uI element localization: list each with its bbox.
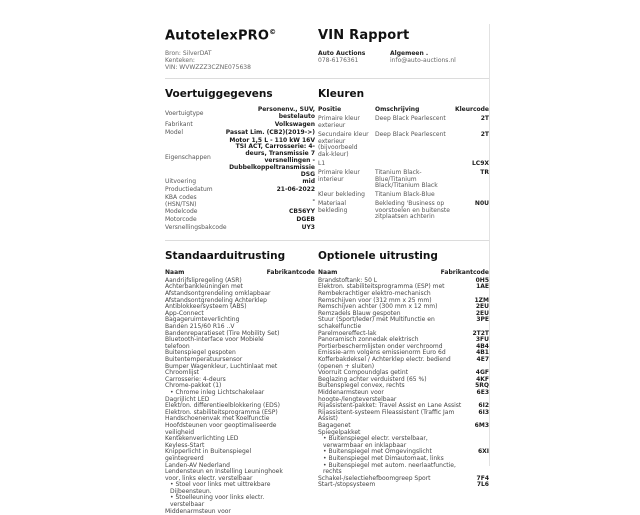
vehicle-info-label: Fabrikant <box>165 120 193 128</box>
section-row-bottom <box>165 241 489 515</box>
standard-equipment-header <box>165 269 315 276</box>
color-position: L1 <box>318 159 326 167</box>
vehicle-info-row <box>165 107 315 121</box>
vin-report-document <box>165 28 489 515</box>
equipment-row <box>165 364 315 377</box>
equipment-code: 4E7 <box>476 356 489 363</box>
equipment-code: 4B4 <box>476 342 489 350</box>
equipment-name: • Stoel voor links met uittrekbare Dijbeensteun. <box>165 482 289 495</box>
equipment-name: Buitenspiegel convex, rechts <box>318 382 405 390</box>
equipment-name: Emissie-arm volgens emissienorm Euro 6d <box>318 349 446 357</box>
equipment-code: 3FU <box>475 336 489 344</box>
kenteken-line: Kenteken: <box>165 57 195 65</box>
vehicle-info-label: Voertuigtype <box>165 109 204 117</box>
vehicle-info-value: Personenv., SUV, bestelauto <box>257 106 315 121</box>
equipment-name: Elektron. stabiliteitsprogramma (ESP) met Rembekrachtiger elektro-mechanisch <box>318 283 445 298</box>
equipment-name: • Buitenspiegel met Dimautomaat, links <box>318 456 463 463</box>
color-description <box>375 161 451 168</box>
equipment-name: Spiegelpakket <box>318 428 361 436</box>
optional-code-header: Fabrikantcode <box>440 268 489 276</box>
vehicle-id-block <box>165 50 315 71</box>
equipment-code: 0H5 <box>475 276 489 284</box>
equipment-name: Buitenspiegel gespoten <box>165 349 236 357</box>
vehicle-info-label: Productiedatum <box>165 186 213 194</box>
equipment-name: Bagageruimteverlichting <box>165 316 240 324</box>
equipment-name: Chrome-pakket (1) <box>165 382 222 390</box>
colors-header-kleurcode: Kleurcode <box>454 106 489 114</box>
vehicle-info-label: Motorcode <box>165 216 197 224</box>
color-position: Primaire kleur exterieur <box>318 115 360 129</box>
color-description: Titanium Black-Blue/Titanium Black/Titanium Black <box>375 168 438 190</box>
vehicle-info-row <box>165 130 315 137</box>
header-left <box>165 28 318 71</box>
equipment-code: 2T2T <box>472 329 489 337</box>
equipment-name: Keyless-Start <box>165 441 205 449</box>
color-code: LC9X <box>471 159 489 167</box>
section-title-optionele-uitrusting: Optionele uitrusting <box>318 249 438 262</box>
equipment-code: 7L6 <box>476 481 489 489</box>
equipment-code: 6I2 <box>478 402 489 410</box>
equipment-name: Banden 215/60 R16 ..V <box>165 323 235 331</box>
equipment-name: Schakel-/selectiehefboomgreep Sport <box>318 474 431 482</box>
equipment-name: Bandenreparatieset (Tire Mobility Set) <box>165 329 280 337</box>
equipment-name: Handschoenenvak met Koelfunctie <box>165 415 270 423</box>
equipment-row <box>165 449 315 462</box>
source-line: Bron: SilverDAT <box>165 50 212 58</box>
contact-type-label: Algemeen . <box>390 50 429 57</box>
section-row-top <box>165 79 489 233</box>
vehicle-info-list <box>165 107 315 232</box>
section-title-voertuiggegevens: Voertuiggegevens <box>165 88 273 101</box>
equipment-row <box>165 509 315 515</box>
equipment-name: Remschijven voor (312 mm x 25 mm) <box>318 296 432 304</box>
vehicle-info-value: UY3 <box>301 224 315 232</box>
vehicle-info-value: 21-06-2022 <box>276 186 315 194</box>
standard-equipment-list <box>165 278 315 515</box>
equipment-name: Stuur (Sport/leder) met Multifunctie en schakelfunctie <box>318 316 435 331</box>
equipment-name: Brandstoftank: 50 L <box>318 276 378 284</box>
contact-block <box>318 50 489 64</box>
vehicle-info-label: KBA codes (HSN/TSN) <box>165 193 197 208</box>
color-description: Deep Black Pearlescent <box>375 115 446 123</box>
color-position: Secundaire kleur exterieur (bijvoorbeeld dak-kleur) <box>318 130 369 159</box>
color-position: Kleur bekleding <box>318 191 365 199</box>
colors-header-omschrijving: Omschrijving <box>375 106 420 114</box>
vehicle-info-value: mid <box>302 178 315 186</box>
equipment-name: Rijassistent-pakket: Travel Assist en Lane Assist <box>318 402 462 410</box>
equipment-name: Remzadels Blauw gespoten <box>318 309 401 317</box>
equipment-name: Hoofdsteunen voor geoptimaliseerde veiligheid <box>165 421 277 436</box>
color-position: Materiaal bekleding <box>318 199 348 214</box>
equipment-name: Carrosserie: 4-deurs <box>165 375 226 383</box>
equipment-row <box>318 284 489 297</box>
equipment-name: Remschijven achter (300 mm x 12 mm) <box>318 303 438 311</box>
vehicle-info-row <box>165 122 315 129</box>
standard-equipment-section <box>165 241 318 515</box>
equipment-row <box>318 482 489 489</box>
vehicle-info-value: DGEB <box>296 216 315 224</box>
equipment-name: Panoramisch zonnedak elektrisch <box>318 336 419 344</box>
equipment-name: Afstandsontgrendeling Achterklep <box>165 296 267 304</box>
standard-name-header: Naam <box>165 268 185 276</box>
equipment-row <box>165 284 315 297</box>
equipment-row <box>165 469 315 482</box>
equipment-code: 4B1 <box>476 349 489 357</box>
equipment-code: 2EU <box>475 309 489 317</box>
equipment-row <box>165 495 315 508</box>
equipment-name: • Buitenspiegel met Omgevingslicht <box>318 449 463 456</box>
equipment-name: Landen-AV Nederland <box>165 461 230 469</box>
equipment-code: 6E3 <box>476 388 489 396</box>
equipment-name: App-Connect <box>165 309 204 317</box>
equipment-code: 2EU <box>475 303 489 311</box>
colors-header-positie: Positie <box>318 106 342 114</box>
equipment-row <box>318 410 489 423</box>
vehicle-info-label: Eigenschappen <box>165 153 211 161</box>
equipment-name: Portierbeschermlijsten onder verchroomd <box>318 342 443 350</box>
colors-table <box>318 107 489 221</box>
color-code: TR <box>480 168 489 176</box>
color-position: Primaire kleur interieur <box>318 168 360 183</box>
vehicle-info-label: Uitvoering <box>165 178 197 186</box>
company-phone: 078-6176361 <box>318 57 359 64</box>
equipment-name: Dagrijlicht LED <box>165 395 210 403</box>
vehicle-info-value: Passat Lim. (CB2)(2019->) <box>225 128 315 136</box>
company-block <box>318 50 390 64</box>
vehicle-info-row <box>165 138 315 179</box>
copyright-symbol: © <box>269 28 277 36</box>
section-title-standaarduitrusting: Standaarduitrusting <box>165 249 286 262</box>
page-right-border <box>489 24 490 466</box>
color-code: N0U <box>474 199 489 207</box>
equipment-code: 6M3 <box>474 421 489 429</box>
standard-code-header: Fabrikantcode <box>266 268 315 276</box>
equipment-name: Antiblokkeersysteem (ABS) <box>165 303 247 311</box>
equipment-name: Middenarmsteun voor <box>165 507 231 515</box>
equipment-name: Buitentemperatuursensor <box>165 356 243 363</box>
vehicle-info-value: - <box>312 197 315 205</box>
equipment-code: 7F4 <box>476 474 489 482</box>
equipment-code: 4GF <box>475 369 489 377</box>
vehicle-info-label: Modelcode <box>165 208 198 216</box>
equipment-code: 3PE <box>476 316 489 324</box>
vehicle-info-row <box>165 187 315 194</box>
vehicle-info-value: Motor 1,5 L - 110 kW 16V TSI ACT, Carrosserie: 4-deurs, Transmissie 7 versnellingen - Dubbelkoppeltransmissie DSG <box>229 136 315 178</box>
equipment-name: Beglazing achter verduisterd (65 %) <box>318 375 427 383</box>
optional-name-header: Naam <box>318 268 338 276</box>
vehicle-info-label: Model <box>165 128 184 136</box>
equipment-row <box>318 317 489 330</box>
equipment-name: Rijassistent-systeem Fileassistent (Traffic Jam Assist) <box>318 408 455 423</box>
vehicle-section <box>165 79 318 233</box>
equipment-name: Kofferbakdeksel / Achterklep electr. bediend (openen + sluiten) <box>318 356 451 370</box>
equipment-name: Start-/stopsysteem <box>318 481 376 489</box>
equipment-name: Parelmoereffect-lak <box>318 329 377 337</box>
equipment-name: Voorruit Compoundglas getint <box>318 369 408 377</box>
section-title-kleuren: Kleuren <box>318 88 365 101</box>
equipment-name: Kentekenverlichting LED <box>165 435 239 443</box>
equipment-name: • Chrome inleg Lichtschakelaar <box>165 390 289 397</box>
color-description: Titanium Black-Blue <box>375 191 435 199</box>
optional-equipment-list <box>318 278 489 489</box>
equipment-name: Middenarmsteun voor hoogte-/lengteverstelbaar <box>318 388 397 403</box>
equipment-name: Elektron. stabiliteitsprogramma (ESP) <box>165 408 278 416</box>
vehicle-info-label: Versnellingsbakcode <box>165 224 227 232</box>
equipment-row <box>318 476 489 483</box>
equipment-name: Bagagenet <box>318 421 351 429</box>
vin-line: VIN: WVWZZZ3CZNE075638 <box>165 64 251 72</box>
report-title: VIN Rapport <box>318 28 410 43</box>
company-name: Auto Auctions <box>318 50 366 57</box>
optional-equipment-header <box>318 269 489 276</box>
vehicle-info-row <box>165 225 315 232</box>
contact-info-block <box>390 50 489 64</box>
vehicle-info-value: Volkswagen <box>274 120 315 128</box>
equipment-code: 5RQ <box>475 382 489 390</box>
equipment-name: Achterbankleuningen met Afstandsontgrendeling omklapbaar <box>165 283 271 298</box>
equipment-name: Aandrijfslipregeling (ASR) <box>165 276 242 284</box>
equipment-code: 6XI <box>477 448 489 456</box>
report-header <box>165 28 489 71</box>
equipment-row <box>318 463 489 476</box>
equipment-name: • Buitenspiegel met autom. neerlaatfunctie, rechts <box>318 463 463 476</box>
equipment-code: 4KF <box>476 375 489 383</box>
equipment-name: Knipperlicht in Buitenspiegel geïntegreerd <box>165 448 252 462</box>
equipment-name: Bumper Wagenkleur, Luchtinlaat met Chroomlijst <box>165 362 278 377</box>
contact-email: info@auto-auctions.nl <box>390 57 456 64</box>
equipment-row <box>165 482 315 495</box>
vehicle-info-row <box>165 179 315 186</box>
equipment-name: Lendensteun en Instelling Leuninghoek voor, links electr. verstelbaar <box>165 468 283 482</box>
app-title-text: AutotelexPRO <box>165 28 270 44</box>
vehicle-info-row <box>165 217 315 224</box>
header-right <box>318 28 489 71</box>
equipment-name: • Stoelleuning voor links electr. verstelbaar <box>165 495 289 508</box>
optional-equipment-section <box>318 241 489 489</box>
equipment-name: Bluetooth-interface voor Mobiele telefoon <box>165 336 264 350</box>
color-code: 2T <box>480 130 489 138</box>
equipment-code: 1ZM <box>474 296 489 304</box>
vehicle-info-value: CB56YY <box>288 208 315 216</box>
equipment-code: 6I3 <box>478 408 489 416</box>
equipment-name: Elektron. differentieelblokkering (EDS) <box>165 402 280 410</box>
colors-section <box>318 79 489 221</box>
vehicle-info-row <box>165 209 315 216</box>
color-description: Deep Black Pearlescent <box>375 130 446 138</box>
color-description: Bekleding 'Business op voorstoelen en buitenste zitplaatsen achterin <box>375 199 450 221</box>
app-title <box>165 28 315 43</box>
equipment-name: • Buitenspiegel electr. verstelbaar, verwarmbaar en inklapbaar <box>318 436 463 449</box>
color-code <box>454 192 489 199</box>
vehicle-info-row <box>165 195 315 209</box>
color-code: 2T <box>480 115 489 123</box>
equipment-code: 1AE <box>476 283 489 291</box>
